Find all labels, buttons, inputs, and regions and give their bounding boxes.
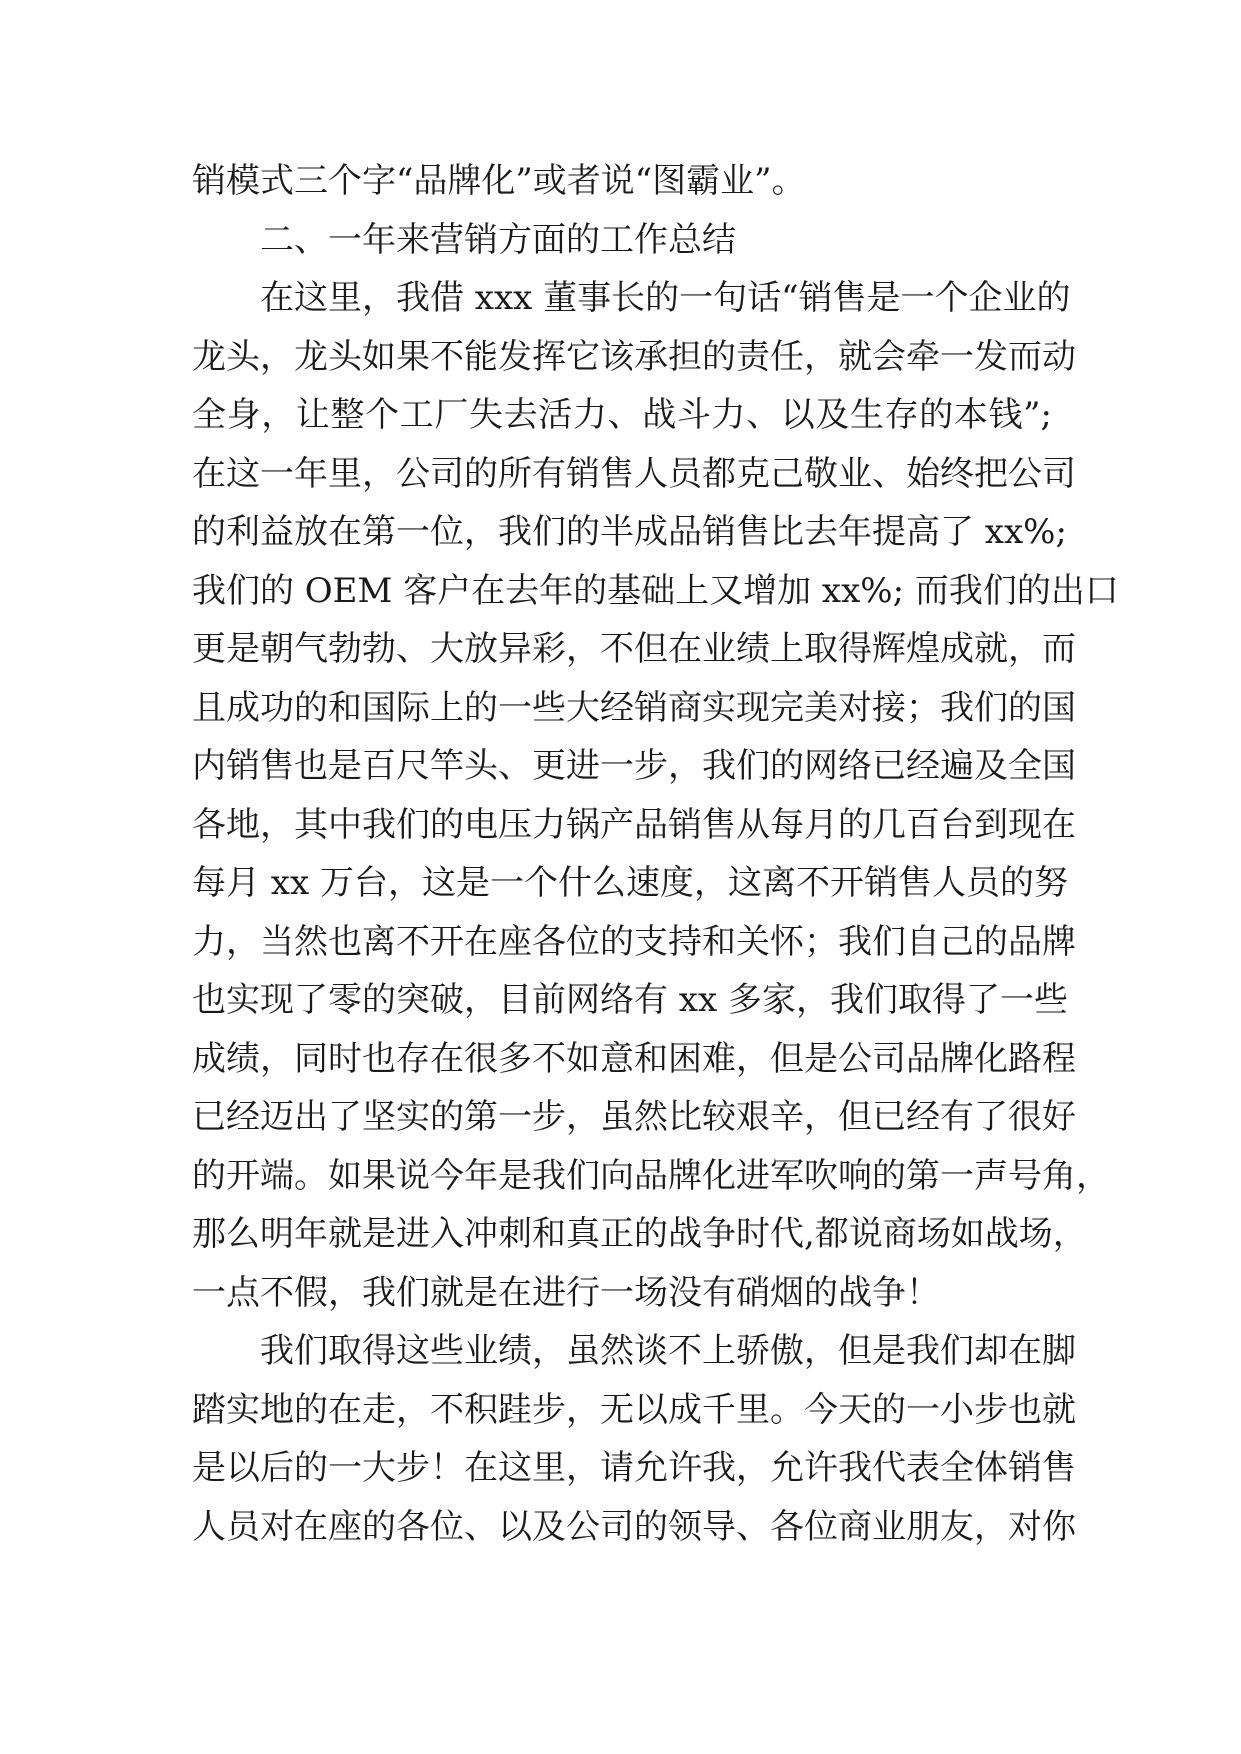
text-line: 销模式三个字“品牌化”或者说“图霸业”。: [192, 161, 806, 201]
text-line: 在这里，我借 xxx 董事长的一句话“销售是一个企业的: [260, 278, 1071, 318]
text-line: 我们取得这些业绩，虽然谈不上骄傲，但是我们却在脚: [260, 1331, 1076, 1371]
text-line: 也实现了零的突破，目前网络有 xx 多家，我们取得了一些: [192, 980, 1068, 1020]
text-line: 我们的 OEM 客户在去年的基础上又增加 xx%; 而我们的出口: [192, 570, 1119, 611]
text-line: 全身，让整个工厂失去活力、战斗力、以及生存的本钱”;: [192, 395, 1052, 435]
text-line: 踏实地的在走，不积跬步，无以成千里。今天的一小步也就: [192, 1389, 1076, 1430]
text-line: 且成功的和国际上的一些大经销商实现完美对接；我们的国: [192, 687, 1076, 728]
text-line: 成绩，同时也存在很多不如意和困难，但是公司品牌化路程: [192, 1038, 1076, 1079]
text-line: 内销售也是百尺竿头、更进一步，我们的网络已经遍及全国: [192, 746, 1076, 786]
text-line: 一点不假，我们就是在进行一场没有硝烟的战争！: [192, 1272, 940, 1313]
text-line: 是以后的一大步！在这里，请允许我，允许我代表全体销售: [192, 1448, 1076, 1488]
text-line: 已经迈出了坚实的第一步，虽然比较艰辛，但已经有了很好: [192, 1097, 1076, 1137]
text-line: 的利益放在第一位，我们的半成品销售比去年提高了 xx%;: [192, 512, 1067, 552]
text-line: 龙头，龙头如果不能发挥它该承担的责任，就会牵一发而动: [192, 336, 1076, 377]
text-line: 力，当然也离不开在座各位的支持和关怀；我们自己的品牌: [192, 921, 1076, 962]
text-line: 更是朝气勃勃、大放异彩，不但在业绩上取得辉煌成就，而: [192, 629, 1076, 669]
section-heading: 二、一年来营销方面的工作总结: [260, 219, 736, 260]
text-line: 每月 xx 万台，这是一个什么速度，这离不开销售人员的努: [192, 863, 1068, 903]
body-text: [192, 152, 1119, 1556]
text-line: 人员对在座的各位、以及公司的领导、各位商业朋友，对你: [192, 1506, 1076, 1547]
text-line: 各地，其中我们的电压力锅产品销售从每月的几百台到现在: [192, 804, 1076, 845]
text-line: 在这一年里，公司的所有销售人员都克己敬业、始终把公司: [192, 453, 1076, 494]
text-line: 那么明年就是进入冲刺和真正的战争时代,都说商场如战场，: [192, 1214, 1087, 1254]
text-line: 的开端。如果说今年是我们向品牌化进军吹响的第一声号角，: [192, 1155, 1110, 1196]
